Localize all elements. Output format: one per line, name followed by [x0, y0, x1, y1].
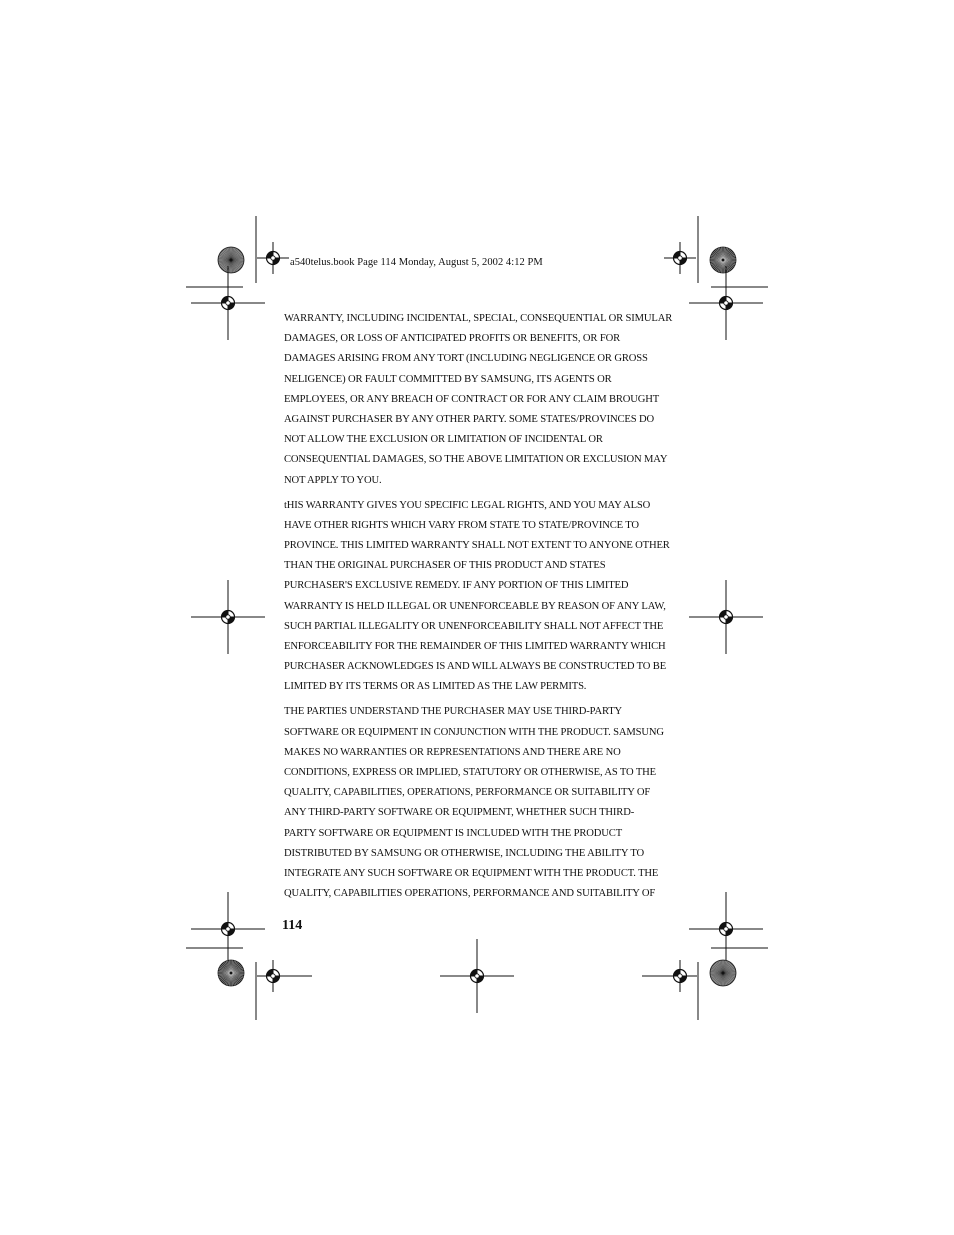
- registration-target-icon: [664, 960, 696, 992]
- text-line: QUALITY, CAPABILITIES OPERATIONS, PERFORMANCE AND SUITABILITY OF: [284, 888, 656, 900]
- text-line: CONSEQUENTIAL DAMAGES, SO THE ABOVE LIMITATION OR EXCLUSION MAY: [284, 454, 668, 466]
- registration-target-icon: [689, 580, 763, 654]
- text-line: PURCHASER'S EXCLUSIVE REMEDY. IF ANY PORTION OF THIS LIMITED: [284, 580, 629, 592]
- text-line: EMPLOYEES, OR ANY BREACH OF CONTRACT OR FOR ANY CLAIM BROUGHT: [284, 393, 660, 405]
- paragraph-2: [284, 496, 674, 698]
- registration-target-icon: [664, 242, 696, 274]
- paragraph-1: [284, 309, 674, 491]
- registration-target-icon: [440, 939, 514, 1013]
- text-line: NELIGENCE) OR FAULT COMMITTED BY SAMSUNG, ITS AGENTS OR: [284, 373, 612, 385]
- registration-target-icon: [191, 580, 265, 654]
- text-line: LIMITED BY ITS TERMS OR AS LIMITED AS THE LAW PERMITS.: [284, 681, 587, 693]
- text-line: NOT ALLOW THE EXCLUSION OR LIMITATION OF INCIDENTAL OR: [284, 434, 603, 446]
- text-line: THAN THE ORIGINAL PURCHASER OF THIS PRODUCT AND STATES: [284, 560, 606, 572]
- text-line: QUALITY, CAPABILITIES, OPERATIONS, PERFORMANCE OR SUITABILITY OF: [284, 787, 651, 799]
- text-line: DAMAGES ARISING FROM ANY TORT (INCLUDING NEGLIGENCE OR GROSS: [284, 353, 648, 365]
- starburst-mark-icon: [710, 960, 736, 986]
- warranty-text: [284, 309, 674, 909]
- registration-target-icon: [689, 892, 763, 966]
- text-line: ANY THIRD-PARTY SOFTWARE OR EQUIPMENT, WHETHER SUCH THIRD-: [284, 807, 635, 819]
- page-number: 114: [282, 918, 303, 933]
- text-line: INTEGRATE ANY SUCH SOFTWARE OR EQUIPMENT WITH THE PRODUCT. THE: [284, 868, 659, 880]
- registration-target-icon: [257, 960, 289, 992]
- text-line: ENFORCEABILITY FOR THE REMAINDER OF THIS LIMITED WARRANTY WHICH: [284, 641, 666, 653]
- text-line: CONDITIONS, EXPRESS OR IMPLIED, STATUTORY OR OTHERWISE, AS TO THE: [284, 767, 656, 779]
- text-line: MAKES NO WARRANTIES OR REPRESENTATIONS AND THERE ARE NO: [284, 746, 621, 758]
- text-line: WARRANTY IS HELD ILLEGAL OR UNENFORCEABLE BY REASON OF ANY LAW,: [284, 600, 666, 612]
- registration-target-icon: [191, 266, 265, 340]
- starburst-mark-icon: [218, 960, 244, 986]
- paragraph-3: [284, 702, 674, 904]
- text-line: HAVE OTHER RIGHTS WHICH VARY FROM STATE TO STATE/PROVINCE TO: [284, 519, 639, 531]
- starburst-mark-icon: [710, 247, 736, 273]
- text-line: WARRANTY, INCLUDING INCIDENTAL, SPECIAL, CONSEQUENTIAL OR SIMULAR: [284, 313, 673, 324]
- text-line: SOFTWARE OR EQUIPMENT IN CONJUNCTION WITH THE PRODUCT. SAMSUNG: [284, 726, 664, 738]
- text-line: THE PARTIES UNDERSTAND THE PURCHASER MAY USE THIRD-PARTY: [284, 706, 623, 718]
- text-line: AGAINST PURCHASER BY ANY OTHER PARTY. SOME STATES/PROVINCES DO: [284, 414, 654, 426]
- registration-target-icon: [689, 266, 763, 340]
- text-line: PURCHASER ACKNOWLEDGES IS AND WILL ALWAYS BE CONSTRUCTED TO BE: [284, 661, 667, 673]
- text-line: DISTRIBUTED BY SAMSUNG OR OTHERWISE, INCLUDING THE ABILITY TO: [284, 847, 644, 859]
- registration-target-icon: [191, 892, 265, 966]
- text-line: SUCH PARTIAL ILLEGALITY OR UNENFORCEABILITY SHALL NOT AFFECT THE: [284, 620, 664, 632]
- print-slug: a540telus.book Page 114 Monday, August 5, 2002 4:12 PM: [290, 257, 543, 268]
- text-line: NOT APPLY TO YOU.: [284, 474, 382, 486]
- registration-target-icon: [257, 242, 289, 274]
- text-line: PROVINCE. THIS LIMITED WARRANTY SHALL NOT EXTENT TO ANYONE OTHER: [284, 540, 670, 552]
- text-line: DAMAGES, OR LOSS OF ANTICIPATED PROFITS OR BENEFITS, OR FOR: [284, 333, 620, 345]
- starburst-mark-icon: [218, 247, 244, 273]
- text-line: PARTY SOFTWARE OR EQUIPMENT IS INCLUDED WITH THE PRODUCT: [284, 827, 623, 839]
- text-line: tHIS WARRANTY GIVES YOU SPECIFIC LEGAL RIGHTS, AND YOU MAY ALSO: [284, 499, 651, 511]
